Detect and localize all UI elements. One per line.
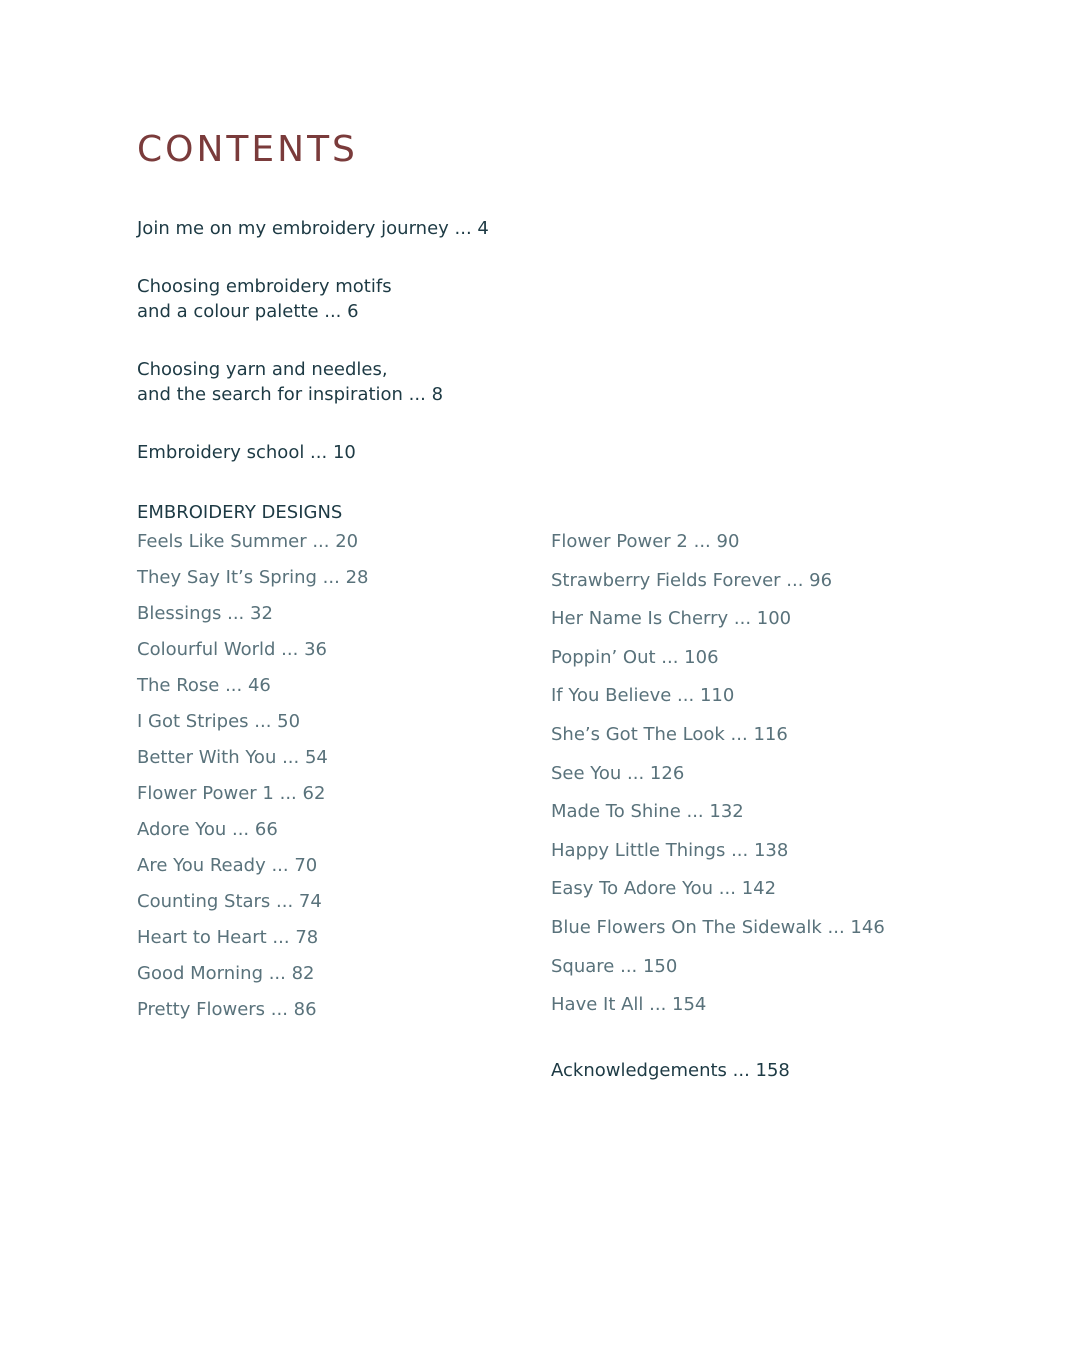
design-entry[interactable]: Better With You ... 54	[137, 747, 328, 768]
toc-entry-line: Choosing embroidery motifs	[137, 276, 392, 297]
toc-entry[interactable]	[137, 274, 489, 324]
toc-entry[interactable]	[137, 216, 489, 241]
design-entry[interactable]: Pretty Flowers ... 86	[137, 999, 317, 1020]
design-entry[interactable]: Blessings ... 32	[137, 603, 273, 624]
design-entry[interactable]: Have It All ... 154	[551, 994, 707, 1016]
design-entry[interactable]: I Got Stripes ... 50	[137, 711, 301, 732]
design-entry[interactable]: See You ... 126	[551, 762, 685, 784]
design-entry[interactable]: Adore You ... 66	[137, 819, 278, 840]
toc-entry-line: Embroidery school ... 10	[137, 442, 356, 463]
designs-list-left	[137, 528, 368, 1032]
design-entry[interactable]: Counting Stars ... 74	[137, 891, 322, 912]
design-entry[interactable]: She’s Got The Look ... 116	[551, 723, 788, 745]
design-entry[interactable]: Are You Ready ... 70	[137, 855, 318, 876]
toc-entry-line: and a colour palette ... 6	[137, 301, 359, 322]
design-entry[interactable]: Easy To Adore You ... 142	[551, 878, 777, 900]
intro-entries	[137, 216, 489, 498]
toc-entry-line: Join me on my embroidery journey ... 4	[137, 218, 489, 239]
design-entry[interactable]: If You Believe ... 110	[551, 685, 735, 707]
design-entry[interactable]: Flower Power 1 ... 62	[137, 783, 326, 804]
design-entry[interactable]: Her Name Is Cherry ... 100	[551, 608, 792, 630]
designs-list-right	[551, 528, 885, 1030]
design-entry[interactable]: Feels Like Summer ... 20	[137, 531, 359, 552]
toc-entry-line: Choosing yarn and needles,	[137, 359, 388, 380]
design-entry[interactable]: The Rose ... 46	[137, 675, 271, 696]
acknowledgements-entry[interactable]: Acknowledgements ... 158	[551, 1060, 790, 1081]
toc-entry[interactable]	[137, 357, 489, 407]
design-entry[interactable]: Made To Shine ... 132	[551, 801, 744, 823]
designs-heading: EMBROIDERY DESIGNS	[137, 502, 343, 523]
design-entry[interactable]: Happy Little Things ... 138	[551, 839, 789, 861]
design-entry[interactable]: Strawberry Fields Forever ... 96	[551, 569, 833, 591]
design-entry[interactable]: They Say It’s Spring ... 28	[137, 567, 369, 588]
toc-entry[interactable]	[137, 440, 489, 465]
page-title: CONTENTS	[137, 129, 358, 170]
design-entry[interactable]: Heart to Heart ... 78	[137, 927, 319, 948]
design-entry[interactable]: Blue Flowers On The Sidewalk ... 146	[551, 916, 885, 938]
design-entry[interactable]: Square ... 150	[551, 955, 678, 977]
design-entry[interactable]: Poppin’ Out ... 106	[551, 646, 719, 668]
design-entry[interactable]: Colourful World ... 36	[137, 639, 327, 660]
design-entry[interactable]: Good Morning ... 82	[137, 963, 315, 984]
toc-entry-line: and the search for inspiration ... 8	[137, 384, 444, 405]
design-entry[interactable]: Flower Power 2 ... 90	[551, 531, 740, 552]
